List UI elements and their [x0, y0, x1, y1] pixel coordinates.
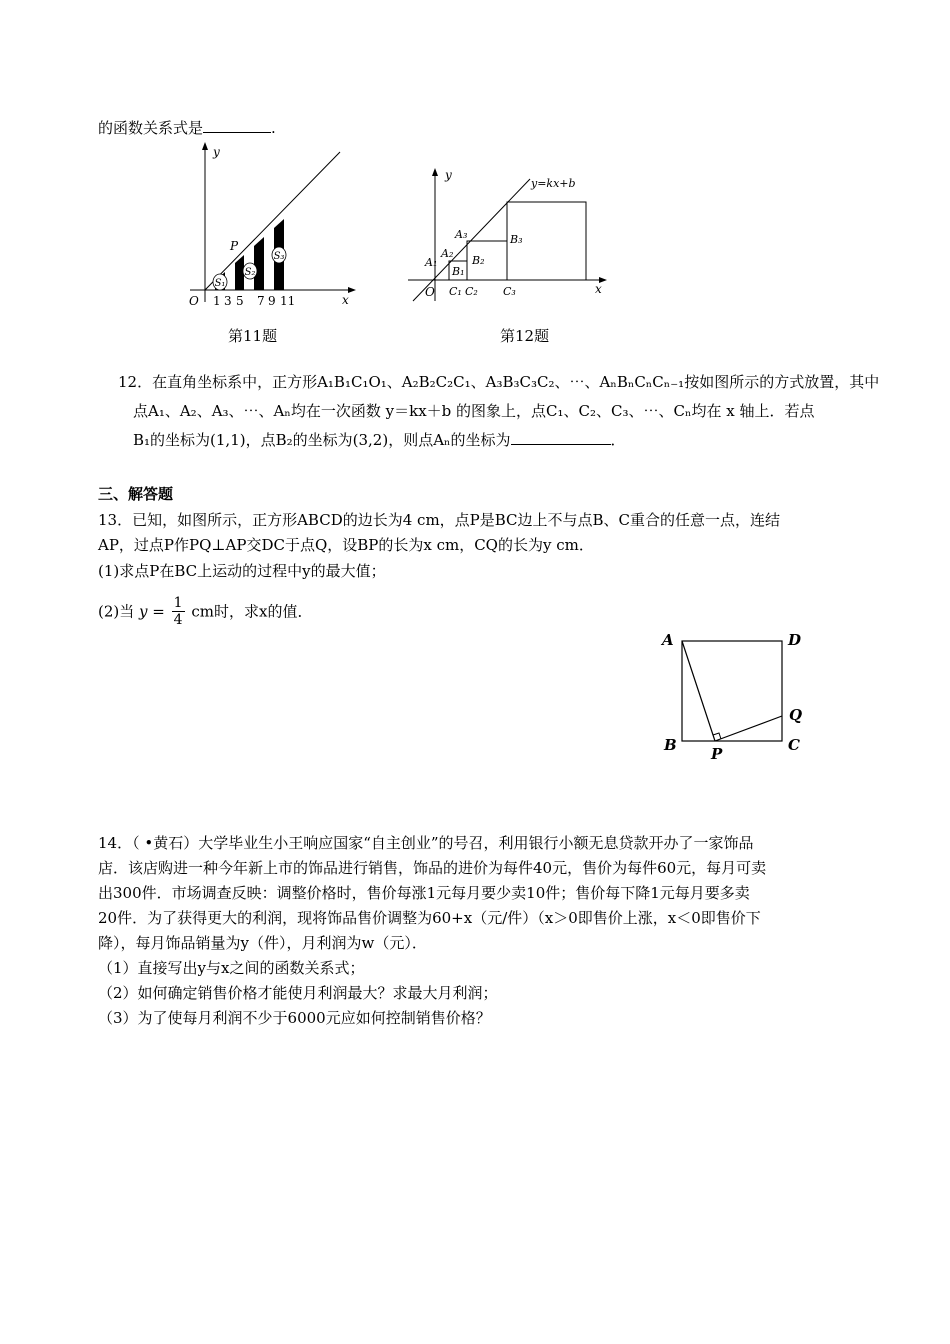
fig11-tick-5: 5 — [236, 294, 244, 308]
q14-line1: 14．（ •黄石）大学毕业生小王响应国家“自主创业”的号召，利用银行小额无息贷款开办了一家饰品 — [98, 834, 754, 852]
fig12-c1-label: C₁ — [449, 285, 462, 298]
q13-line1: 13．已知，如图所示，正方形ABCD的边长为4 cm，点P是BC边上不与点B、C重合的任意一点，连结 — [98, 511, 781, 529]
q11-tail-end: . — [271, 119, 276, 137]
q12-line3: B₁的坐标为(1,1)，点B₂的坐标为(3,2)，则点Aₙ的坐标为 — [133, 431, 511, 449]
fig12-a2-label: A₂ — [441, 247, 454, 260]
q13-frac-num: 1 — [173, 595, 183, 611]
q13-part2 — [98, 596, 312, 629]
fig11-line — [205, 152, 340, 290]
figure-12 — [405, 165, 620, 305]
fig11-s3-label: S₃ — [273, 251, 285, 262]
fig12-y-arrow — [432, 168, 438, 176]
figure-13 — [655, 625, 815, 765]
q12-answer-blank — [511, 430, 611, 445]
q14-part1: （1）直接写出y与x之间的函数关系式； — [98, 959, 365, 977]
fig12-y-label: y — [445, 168, 452, 182]
fig13-a: A — [662, 631, 674, 649]
q12-line2: 点A₁、A₂、A₃、⋯、Aₙ均在一次函数 y＝kx＋b 的图象上，点C₁、C₂、C₃、⋯、Cₙ均在 x 轴上．若点 — [133, 402, 815, 420]
q13-part2-suffix: cm时，求x的值． — [191, 602, 313, 621]
fig11-s1-label: S₁ — [214, 278, 226, 289]
q13-part1: (1)求点P在BC上运动的过程中y的最大值； — [98, 562, 386, 580]
q14-line3: 出300件．市场调查反映：调整价格时，售价每涨1元每月要少卖10件；售价每下降1元每月要多卖 — [98, 884, 750, 902]
fig12-caption: 第12题 — [500, 327, 550, 345]
fig12-b1-label: B₁ — [452, 265, 465, 278]
q14-part2: （2）如何确定销售价格才能使月利润最大？求最大月利润； — [98, 984, 498, 1002]
fig12-b3-label: B₃ — [510, 233, 523, 246]
fig12-a1-label: A₁ — [425, 256, 438, 269]
fig11-strip-s2 — [235, 255, 244, 290]
fig11-y-arrow — [202, 142, 208, 150]
section-3-title: 三、解答题 — [98, 485, 174, 503]
fig13-b: B — [664, 736, 677, 754]
q14-part3: （3）为了使每月利润不少于6000元应如何控制销售价格？ — [98, 1009, 491, 1027]
fig12-c2-label: C₂ — [465, 285, 478, 298]
q12-line1: 12．在直角坐标系中，正方形A₁B₁C₁O₁、A₂B₂C₂C₁、A₃B₃C₃C₂、⋯、AₙBₙCₙCₙ₋₁按如图所示的方式放置，其中 — [118, 373, 880, 391]
fig12-x-label: x — [595, 282, 602, 296]
fig13-ap — [682, 641, 715, 741]
fig11-caption: 第11题 — [228, 327, 278, 345]
q13-part2-prefix: (2)当 — [98, 602, 135, 621]
fig12-c3-label: C₃ — [503, 285, 516, 298]
fig13-d: D — [788, 631, 802, 649]
fig11-tick-3: 3 — [224, 294, 232, 308]
fig11-strip-s3 — [254, 237, 264, 290]
q13-line2: AP，过点P作PQ⊥AP交DC于点Q，设BP的长为x cm，CQ的长为y cm． — [98, 536, 594, 554]
fig12-b2-label: B₂ — [472, 254, 485, 267]
q13-part2-eq: = — [152, 602, 165, 621]
fig11-tick-9: 9 — [268, 294, 276, 308]
fig11-p-label: P — [230, 239, 239, 253]
fig13-p: P — [711, 745, 723, 763]
fig11-x-label: x — [342, 293, 349, 307]
fig12-a3-label: A₃ — [455, 228, 468, 241]
q13-frac-den: 4 — [173, 612, 183, 628]
fig12-origin-label: O — [425, 285, 435, 299]
q13-part2-var: y — [139, 602, 148, 621]
fig11-tick-1: 1 — [213, 294, 221, 308]
q11-answer-blank — [203, 118, 271, 133]
q12-line3-wrap — [133, 430, 626, 450]
q11-tail-text: 的函数关系式是 — [98, 119, 204, 137]
figure-11 — [180, 140, 370, 320]
fig13-square — [682, 641, 782, 741]
fig12-line-label: y=kx+b — [531, 177, 576, 190]
q11-tail — [98, 118, 276, 138]
fig11-s2-label: S₂ — [244, 267, 256, 278]
fig11-origin-label: O — [189, 294, 199, 308]
fig11-tick-7: 7 — [257, 294, 265, 308]
fig13-c: C — [788, 736, 800, 754]
q13-fraction — [172, 595, 185, 628]
q14-line5: 降），每月饰品销量为y（件），月利润为w（元）． — [98, 934, 427, 952]
q14-line4: 20件．为了获得更大的利润，现将饰品售价调整为60+x（元/件）（x＞0即售价上涨，x＜0即售价下 — [98, 909, 761, 927]
q14-line2: 店．该店购进一种今年新上市的饰品进行销售，饰品的进价为每件40元，售价为每件60元，每月可卖 — [98, 859, 767, 877]
fig13-q: Q — [789, 706, 803, 724]
q12-end: ． — [610, 431, 626, 449]
fig11-tick-11: 11 — [280, 294, 296, 308]
fig11-x-arrow — [348, 287, 356, 293]
fig11-y-label: y — [213, 145, 220, 159]
fig13-pq — [715, 716, 782, 741]
